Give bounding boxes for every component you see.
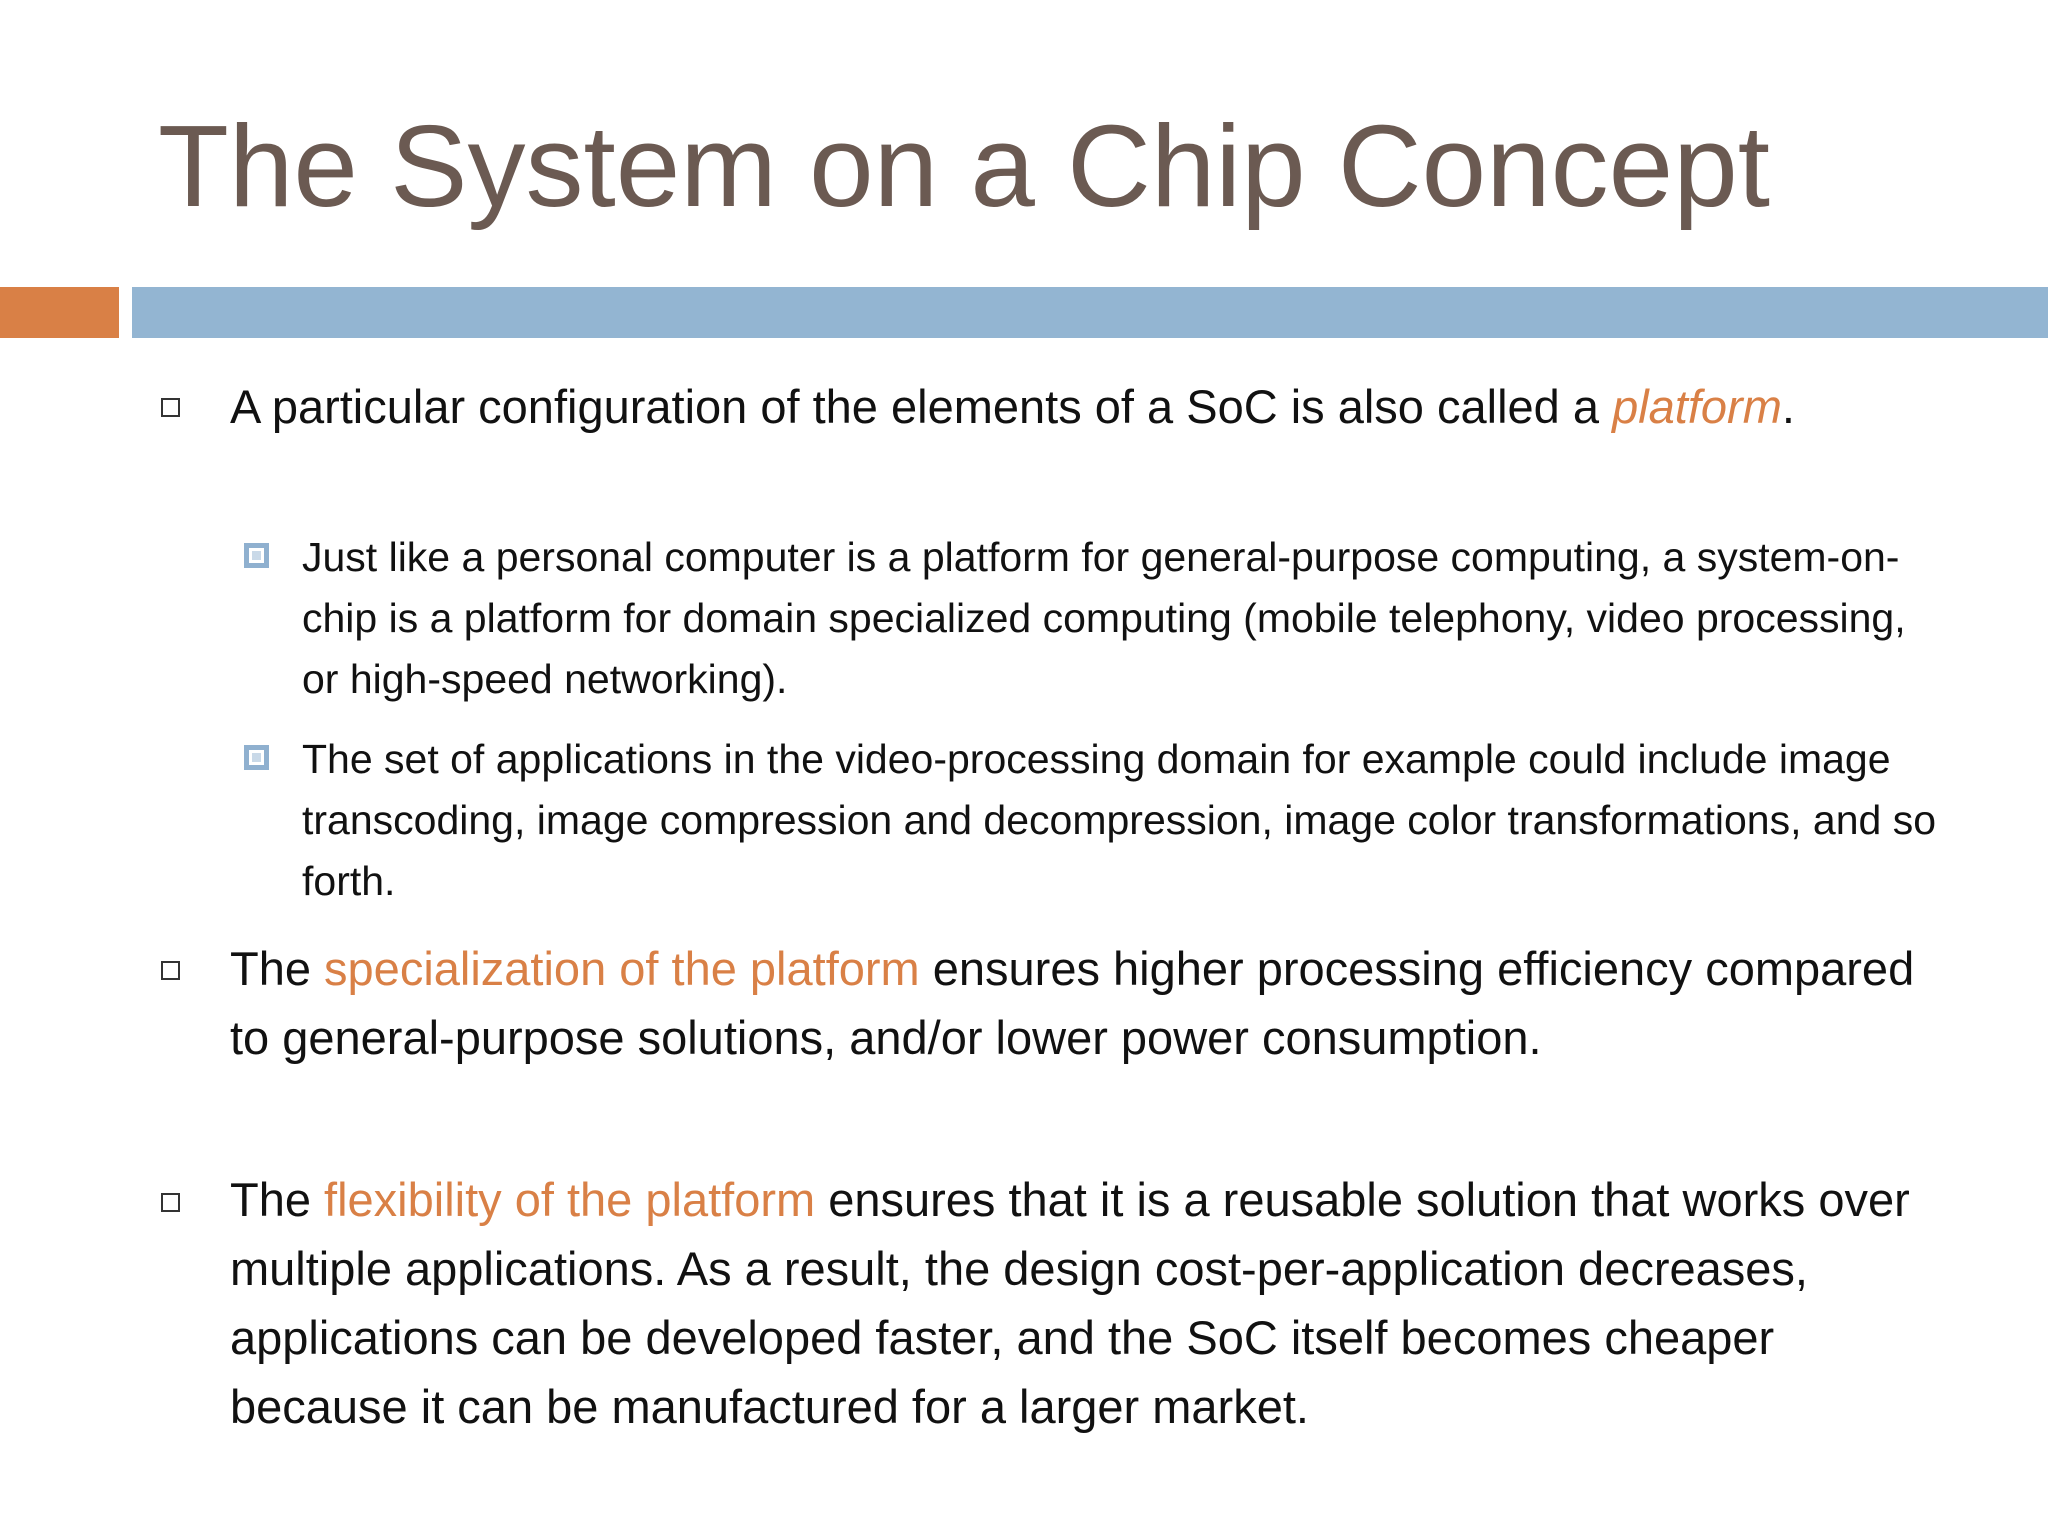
bullet-text-lead: The [230,942,325,995]
bullet-text-lead: A particular configuration of the elements of a SoC is also called a [230,380,1613,433]
bullet-text-tail: ensures higher processing efficiency compared to general-purpose solutions, and/or lower power consumption. [230,942,1915,1064]
bullet-text [230,372,1920,441]
highlight-platform: platform [1612,380,1782,433]
filled-square-bullet-icon [244,745,269,770]
filled-square-bullet-icon [244,543,269,568]
bullet-text [230,934,1920,1072]
subbullet-text: Just like a personal computer is a platform for general-purpose computing, a system-on-chip is a platform for domain specialized computing (mobile telephony, video processing, or high-speed networking). [302,534,1906,702]
highlight-flexibility: flexibility of the platform [324,1173,816,1226]
hollow-square-bullet-icon [161,398,180,417]
highlight-specialization: specialization of the platform [324,942,920,995]
subbullet-text: The set of applications in the video-processing domain for example could include image transcoding, image compression and decompression, image color transformations, and so forth. [302,736,1936,904]
hollow-square-bullet-icon [161,961,180,980]
bullet-text-lead: The [230,1173,325,1226]
bullet-text-tail: ensures that it is a reusable solution that works over multiple applications. As a result, the design cost-per-application decreases, applications can be developed faster, and the SoC itself becomes cheaper because it can be manufactured for a larger market. [230,1173,1910,1433]
hollow-square-bullet-icon [161,1193,180,1212]
slide-title: The System on a Chip Concept [158,101,1770,231]
bullet-text [230,1165,1920,1441]
bullet-text-tail: . [1781,380,1795,433]
